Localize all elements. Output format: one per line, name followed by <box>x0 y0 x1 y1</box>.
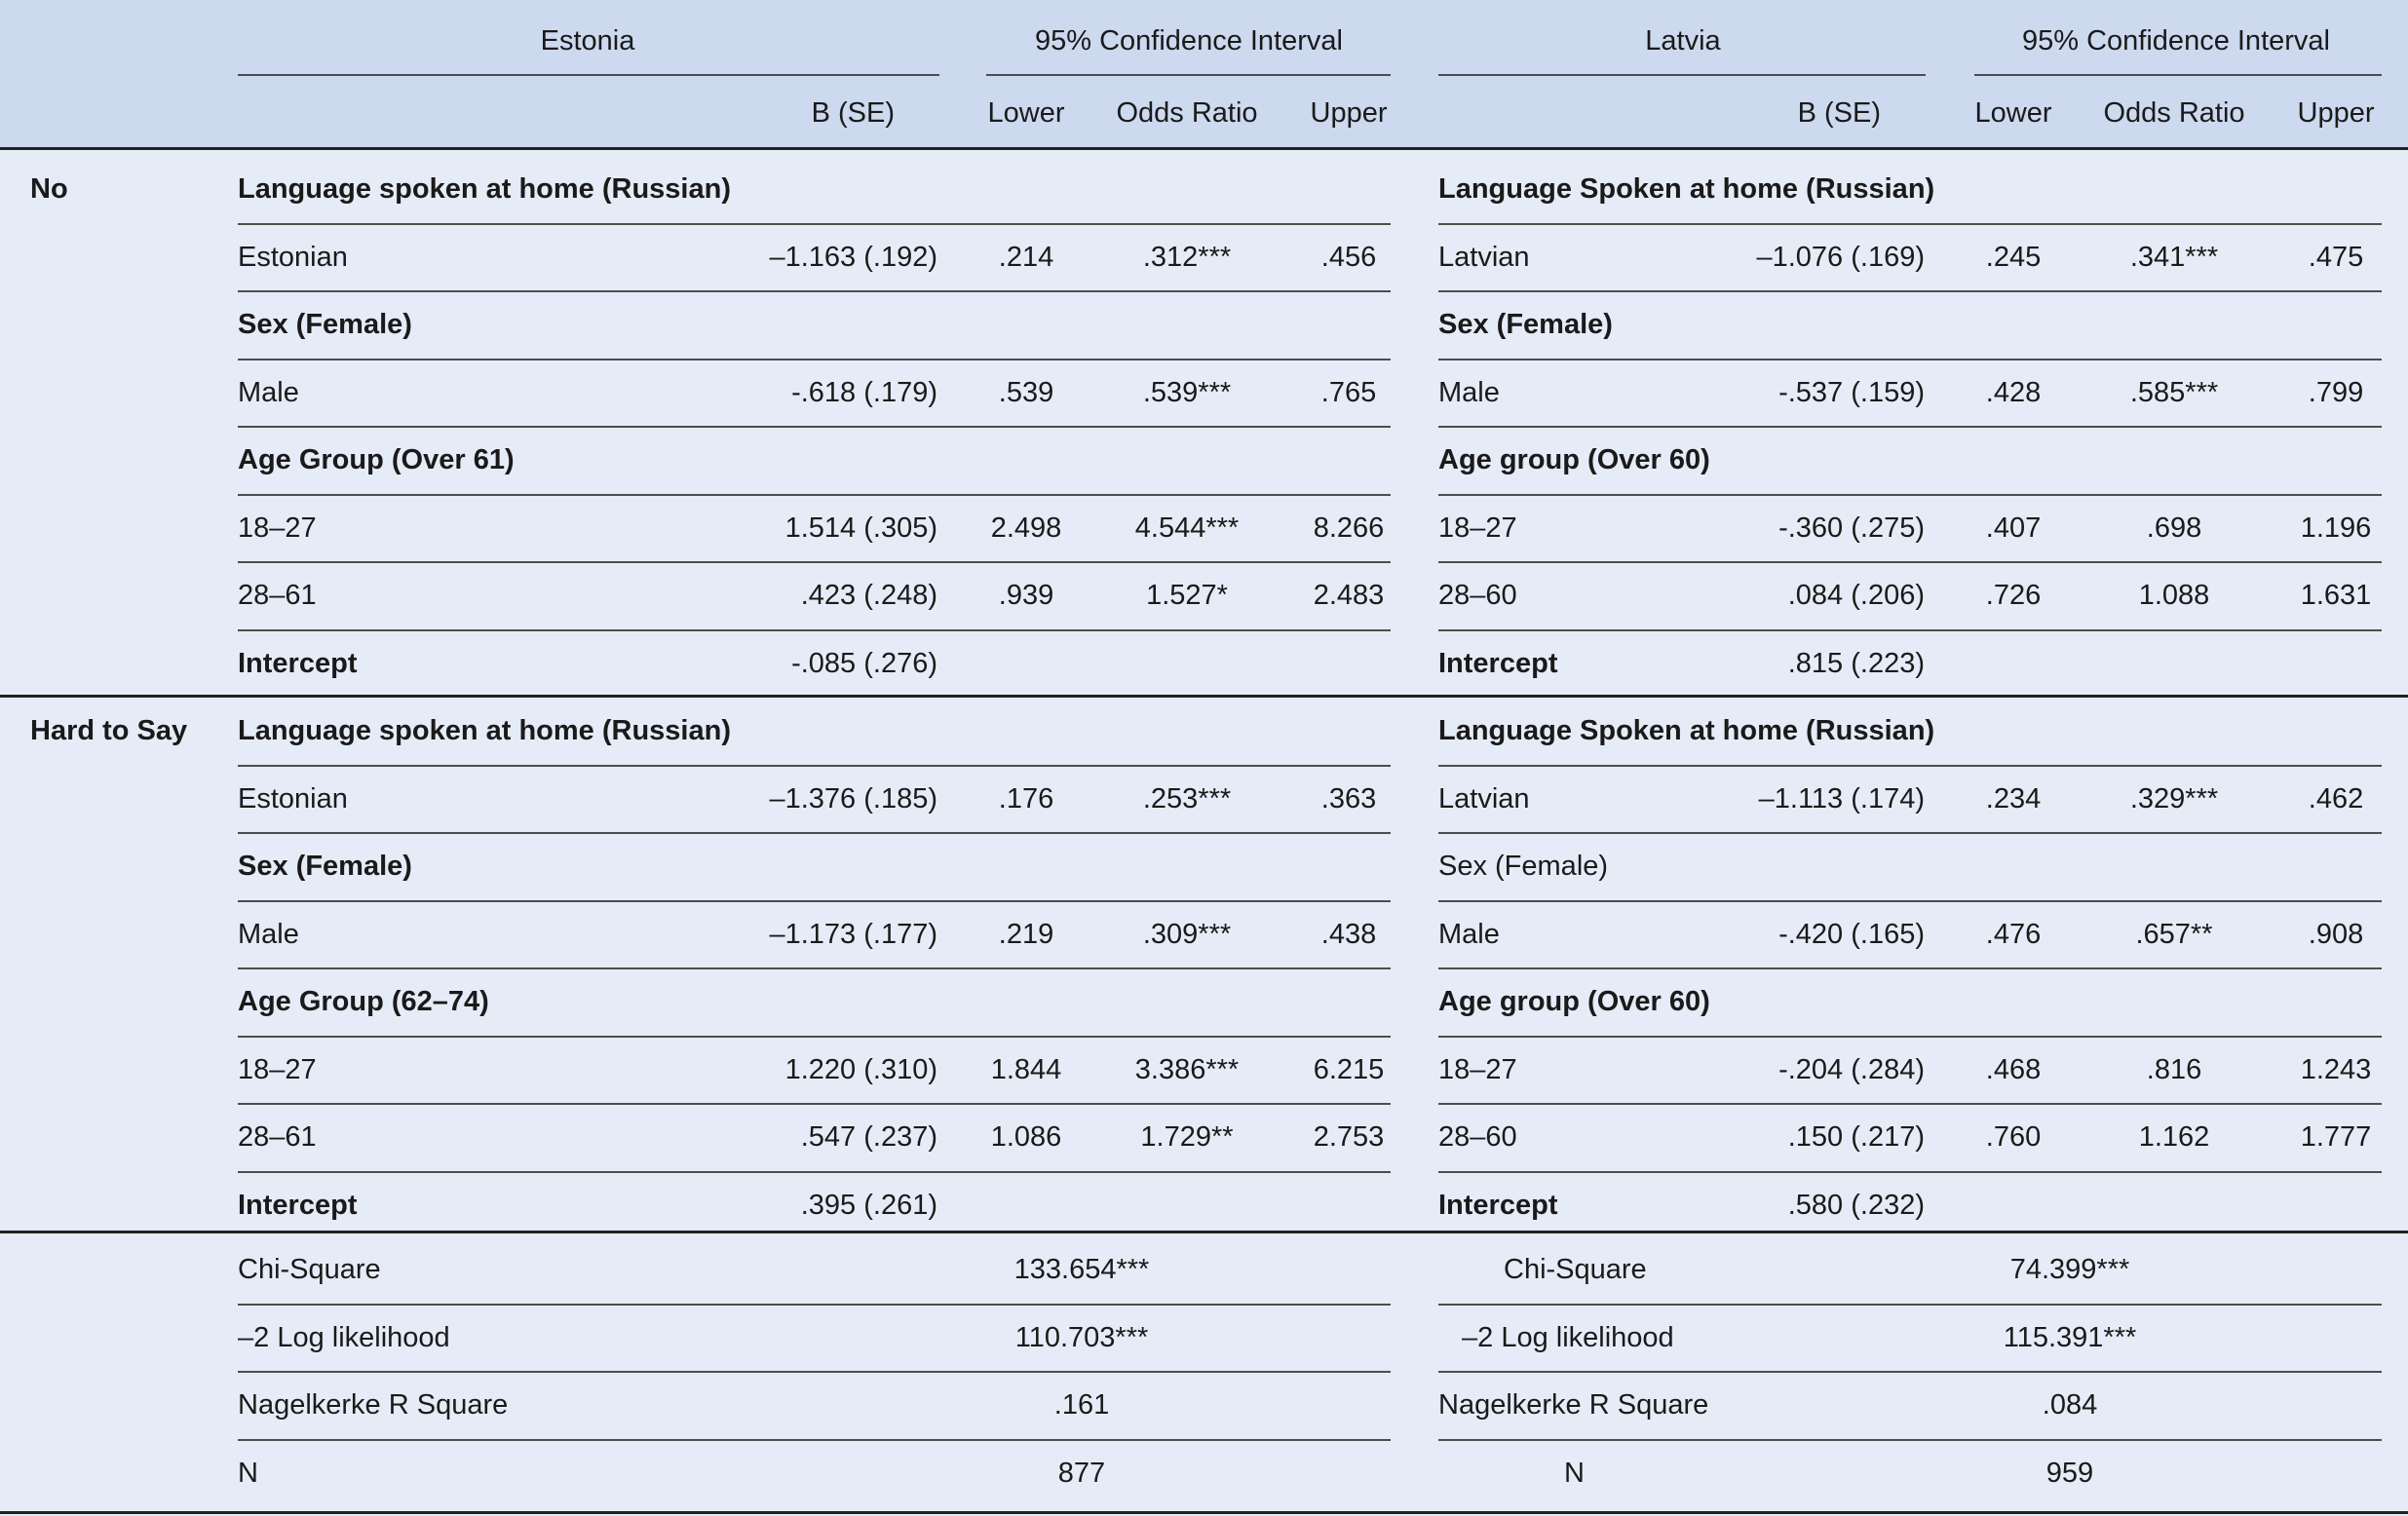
odds-ratio-right: .341*** <box>2129 241 2219 273</box>
row-rule-left <box>238 494 1391 496</box>
row-rule-right <box>1438 290 2382 292</box>
header-left-ci: 95% Confidence Interval <box>1035 25 1343 57</box>
ci-lower-right: .760 <box>1985 1121 2042 1153</box>
ci-lower-left: .214 <box>998 241 1054 273</box>
odds-ratio-left: .539*** <box>1142 376 1232 408</box>
block-separator-rule <box>0 695 2408 698</box>
row-label-left: 28–61 <box>238 1121 317 1153</box>
fit-label-right: Nagelkerke R Square <box>1438 1389 1709 1421</box>
group-label-right: Language Spoken at home (Russian) <box>1438 715 1935 746</box>
row-rule-left <box>238 359 1391 360</box>
intercept-value-left: -.085 (.276) <box>791 647 937 679</box>
row-label-left: Male <box>238 918 299 950</box>
fit-row-rule-right <box>1438 1371 2382 1373</box>
ci-upper-right: 1.777 <box>2300 1121 2372 1153</box>
header-left-ci-rule <box>986 74 1391 76</box>
fit-value-right: 115.391*** <box>2003 1321 2137 1353</box>
ci-lower-left: 2.498 <box>990 512 1062 544</box>
fit-label-right: N <box>1564 1457 1585 1489</box>
odds-ratio-right: 1.162 <box>2138 1121 2210 1153</box>
ci-upper-right: .462 <box>2308 782 2364 815</box>
fit-value-left: 110.703*** <box>1014 1321 1149 1353</box>
fit-label-left: Nagelkerke R Square <box>238 1389 509 1421</box>
group-label-left: Age Group (Over 61) <box>238 444 515 475</box>
odds-ratio-right: .657** <box>2135 918 2213 950</box>
group-label-right: Language Spoken at home (Russian) <box>1438 173 1935 205</box>
row-label-right: Male <box>1438 376 1500 408</box>
b-se-left: –1.173 (.177) <box>769 918 937 950</box>
odds-ratio-right: .585*** <box>2129 376 2219 408</box>
odds-ratio-right: .698 <box>2146 512 2202 544</box>
odds-ratio-left: 1.729** <box>1140 1121 1234 1153</box>
col-upper-right: Upper <box>2297 97 2375 129</box>
row-label-left: Estonian <box>238 782 348 815</box>
odds-ratio-left: 4.544*** <box>1134 512 1240 544</box>
row-label-left: Male <box>238 376 299 408</box>
ci-lower-right: .468 <box>1985 1053 2042 1085</box>
row-label-left: 28–61 <box>238 580 317 611</box>
b-se-right: .150 (.217) <box>1787 1121 1925 1153</box>
row-rule-right <box>1438 494 2382 496</box>
odds-ratio-left: 1.527* <box>1146 580 1228 611</box>
fit-row-rule-left <box>238 1439 1391 1441</box>
b-se-right: -.537 (.159) <box>1778 376 1925 408</box>
fit-value-right: 74.399*** <box>2009 1254 2130 1285</box>
row-label-right: 18–27 <box>1438 1053 1517 1085</box>
ci-upper-right: 1.631 <box>2300 580 2372 611</box>
col-or-left: Odds Ratio <box>1116 97 1258 129</box>
odds-ratio-left: .309*** <box>1142 918 1232 950</box>
ci-upper-right: .908 <box>2308 918 2364 950</box>
ci-lower-right: .234 <box>1985 782 2042 815</box>
row-label-left: 18–27 <box>238 1053 317 1085</box>
intercept-value-right: .815 (.223) <box>1787 647 1925 679</box>
row-rule-right <box>1438 629 2382 631</box>
ci-upper-left: .438 <box>1320 918 1377 950</box>
ci-upper-left: .363 <box>1320 782 1377 815</box>
fit-row-rule-right <box>1438 1439 2382 1441</box>
col-or-right: Odds Ratio <box>2103 97 2245 129</box>
group-label-right: Sex (Female) <box>1438 851 1609 882</box>
row-rule-left <box>238 561 1391 563</box>
ci-lower-right: .245 <box>1985 241 2042 273</box>
fit-row-rule-left <box>238 1371 1391 1373</box>
block-label: No <box>30 173 68 205</box>
row-rule-right <box>1438 223 2382 225</box>
row-rule-left <box>238 900 1391 902</box>
header-right-country-rule <box>1438 74 1926 76</box>
fit-top-rule <box>0 1231 2408 1233</box>
ci-upper-right: .475 <box>2308 241 2364 273</box>
row-rule-left <box>238 765 1391 767</box>
b-se-right: .084 (.206) <box>1787 580 1925 611</box>
row-rule-left <box>238 426 1391 428</box>
col-upper-left: Upper <box>1310 97 1388 129</box>
b-se-right: -.420 (.165) <box>1778 918 1925 950</box>
ci-upper-left: .765 <box>1320 376 1377 408</box>
fit-label-left: Chi-Square <box>238 1254 381 1285</box>
b-se-right: –1.113 (.174) <box>1758 782 1925 815</box>
col-lower-right: Lower <box>1974 97 2052 129</box>
group-label-left: Sex (Female) <box>238 309 412 340</box>
header-left-country-rule <box>238 74 939 76</box>
intercept-value-left: .395 (.261) <box>800 1189 937 1221</box>
group-label-left: Language spoken at home (Russian) <box>238 715 731 746</box>
ci-upper-left: 2.483 <box>1313 580 1385 611</box>
b-se-left: 1.220 (.310) <box>784 1053 937 1085</box>
ci-lower-left: 1.844 <box>990 1053 1062 1085</box>
fit-value-left: .161 <box>1053 1389 1110 1421</box>
group-label-left: Language spoken at home (Russian) <box>238 173 731 205</box>
row-label-right: Male <box>1438 918 1500 950</box>
header-right-ci-rule <box>1974 74 2382 76</box>
row-label-right: 28–60 <box>1438 580 1517 611</box>
row-rule-left <box>238 1171 1391 1173</box>
col-lower-left: Lower <box>987 97 1065 129</box>
row-label-right: 28–60 <box>1438 1121 1517 1153</box>
fit-value-right: 959 <box>2045 1457 2094 1489</box>
ci-upper-right: 1.196 <box>2300 512 2372 544</box>
fit-value-left: 877 <box>1057 1457 1106 1489</box>
b-se-right: -.360 (.275) <box>1778 512 1925 544</box>
row-rule-right <box>1438 426 2382 428</box>
col-b-right: B (SE) <box>1797 97 1881 129</box>
ci-lower-right: .476 <box>1985 918 2042 950</box>
odds-ratio-left: .253*** <box>1142 782 1232 815</box>
b-se-left: .547 (.237) <box>800 1121 937 1153</box>
b-se-left: –1.376 (.185) <box>769 782 937 815</box>
row-rule-right <box>1438 1036 2382 1038</box>
ci-upper-right: .799 <box>2308 376 2364 408</box>
ci-lower-right: .428 <box>1985 376 2042 408</box>
intercept-label-left: Intercept <box>238 647 358 679</box>
header-right-ci: 95% Confidence Interval <box>2022 25 2330 57</box>
row-rule-left <box>238 290 1391 292</box>
header-right-country: Latvia <box>1645 25 1721 57</box>
table-bottom-rule <box>0 1511 2408 1514</box>
row-rule-right <box>1438 832 2382 834</box>
group-label-left: Sex (Female) <box>238 851 412 882</box>
header-bottom-rule <box>0 147 2408 150</box>
block-label: Hard to Say <box>30 715 188 746</box>
col-b-left: B (SE) <box>811 97 895 129</box>
ci-lower-left: .539 <box>998 376 1054 408</box>
row-rule-right <box>1438 1103 2382 1105</box>
intercept-value-right: .580 (.232) <box>1787 1189 1925 1221</box>
row-label-right: Latvian <box>1438 241 1530 273</box>
b-se-left: –1.163 (.192) <box>769 241 937 273</box>
ci-upper-left: 6.215 <box>1313 1053 1385 1085</box>
ci-lower-right: .407 <box>1985 512 2042 544</box>
group-label-right: Age group (Over 60) <box>1438 444 1710 475</box>
row-rule-right <box>1438 765 2382 767</box>
row-rule-left <box>238 967 1391 969</box>
row-rule-right <box>1438 967 2382 969</box>
odds-ratio-right: 1.088 <box>2138 580 2210 611</box>
b-se-left: -.618 (.179) <box>791 376 937 408</box>
fit-label-right: Chi-Square <box>1504 1254 1647 1285</box>
fit-row-rule-right <box>1438 1304 2382 1306</box>
row-rule-right <box>1438 359 2382 360</box>
row-label-left: 18–27 <box>238 512 317 544</box>
header-left-country: Estonia <box>540 25 635 57</box>
b-se-left: 1.514 (.305) <box>784 512 937 544</box>
ci-lower-right: .726 <box>1985 580 2042 611</box>
intercept-label-left: Intercept <box>238 1189 358 1221</box>
fit-label-right: –2 Log likelihood <box>1462 1321 1674 1353</box>
odds-ratio-right: .329*** <box>2129 782 2219 815</box>
odds-ratio-left: .312*** <box>1142 241 1232 273</box>
ci-lower-left: .176 <box>998 782 1054 815</box>
fit-label-left: N <box>238 1457 258 1489</box>
group-label-left: Age Group (62–74) <box>238 986 489 1017</box>
row-rule-left <box>238 1103 1391 1105</box>
odds-ratio-right: .816 <box>2146 1053 2202 1085</box>
row-label-right: 18–27 <box>1438 512 1517 544</box>
group-label-right: Sex (Female) <box>1438 309 1613 340</box>
ci-upper-left: .456 <box>1320 241 1377 273</box>
ci-lower-left: .219 <box>998 918 1054 950</box>
row-rule-left <box>238 832 1391 834</box>
row-label-right: Latvian <box>1438 782 1530 815</box>
row-label-left: Estonian <box>238 241 348 273</box>
fit-value-right: .084 <box>2042 1389 2098 1421</box>
fit-label-left: –2 Log likelihood <box>238 1321 450 1353</box>
group-label-right: Age group (Over 60) <box>1438 986 1710 1017</box>
b-se-right: -.204 (.284) <box>1778 1053 1925 1085</box>
ci-lower-left: 1.086 <box>990 1121 1062 1153</box>
row-rule-left <box>238 629 1391 631</box>
row-rule-right <box>1438 900 2382 902</box>
b-se-right: –1.076 (.169) <box>1756 241 1925 273</box>
fit-row-rule-left <box>238 1304 1391 1306</box>
b-se-left: .423 (.248) <box>800 580 937 611</box>
row-rule-right <box>1438 561 2382 563</box>
row-rule-right <box>1438 1171 2382 1173</box>
row-rule-left <box>238 1036 1391 1038</box>
row-rule-left <box>238 223 1391 225</box>
ci-upper-left: 8.266 <box>1313 512 1385 544</box>
ci-upper-left: 2.753 <box>1313 1121 1385 1153</box>
ci-lower-left: .939 <box>998 580 1054 611</box>
fit-value-left: 133.654*** <box>1013 1254 1150 1285</box>
intercept-label-right: Intercept <box>1438 1189 1558 1221</box>
odds-ratio-left: 3.386*** <box>1134 1053 1240 1085</box>
intercept-label-right: Intercept <box>1438 647 1558 679</box>
ci-upper-right: 1.243 <box>2300 1053 2372 1085</box>
